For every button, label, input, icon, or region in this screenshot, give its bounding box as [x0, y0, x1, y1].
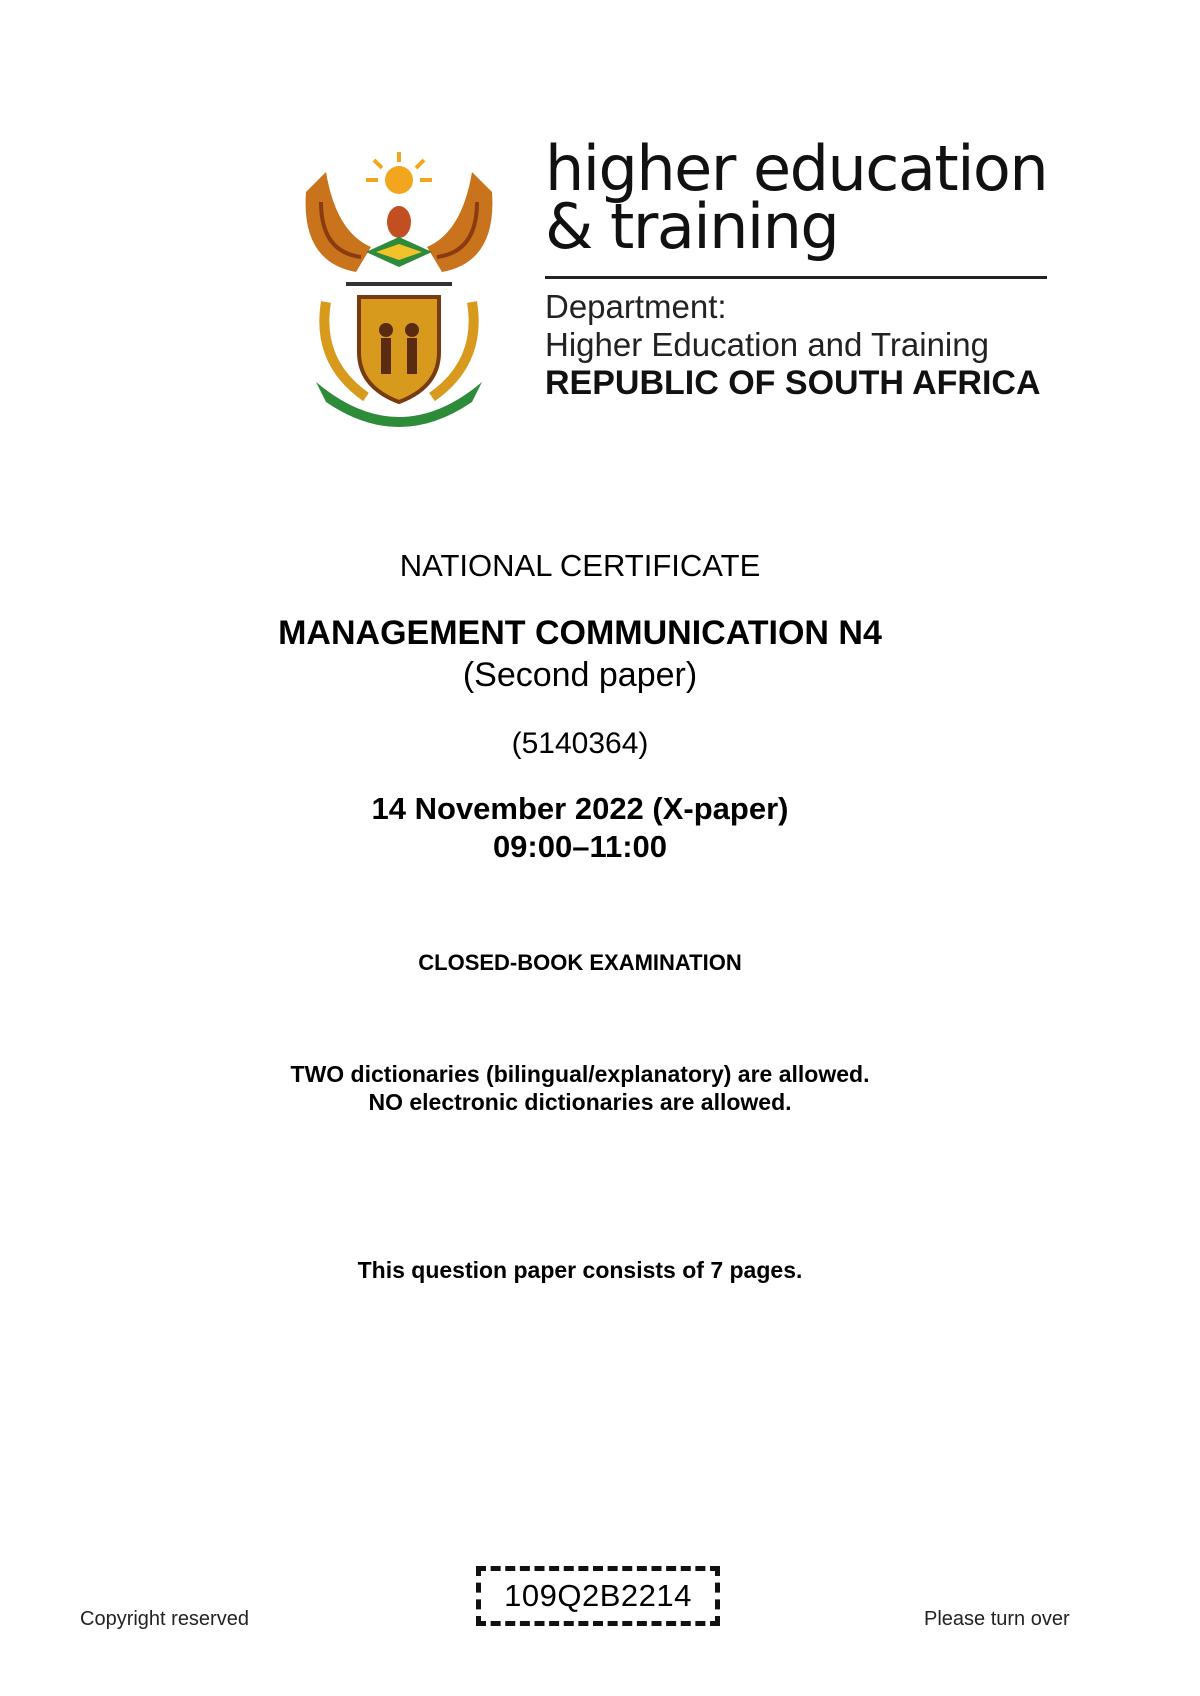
- subject-code: (5140364): [511, 727, 649, 760]
- paper-code: 109Q2B2214: [504, 1578, 692, 1613]
- exam-type: CLOSED-BOOK EXAMINATION: [418, 950, 742, 975]
- turn-over-notice: Please turn over: [924, 1608, 1070, 1630]
- exam-time: 09:00–11:00: [492, 829, 668, 864]
- page-count-note: This question paper consists of 7 pages.: [357, 1257, 803, 1283]
- subject-title: MANAGEMENT COMMUNICATION N4: [278, 614, 882, 652]
- brand-line-2: & training: [545, 190, 839, 263]
- brand-line-1: higher education: [545, 132, 1048, 205]
- department-label: Department:: [545, 288, 727, 325]
- copyright-notice: Copyright reserved: [80, 1608, 249, 1630]
- dictionary-rule-1: TWO dictionaries (bilingual/explanatory) are allowed.: [290, 1061, 870, 1087]
- header-divider: [545, 276, 1047, 279]
- brand-wordmark: [545, 132, 1055, 263]
- paper-code-box: [476, 1566, 720, 1626]
- dictionary-rule-2: NO electronic dictionaries are allowed.: [368, 1089, 792, 1115]
- country-name: REPUBLIC OF SOUTH AFRICA: [545, 364, 1041, 402]
- department-block: [545, 288, 1065, 402]
- department-name: Higher Education and Training: [545, 326, 989, 363]
- exam-date: 14 November 2022 (X-paper): [371, 791, 789, 826]
- coat-of-arms-logo: [296, 152, 502, 428]
- certificate-title: NATIONAL CERTIFICATE: [399, 548, 761, 583]
- paper-subtitle: (Second paper): [462, 656, 698, 694]
